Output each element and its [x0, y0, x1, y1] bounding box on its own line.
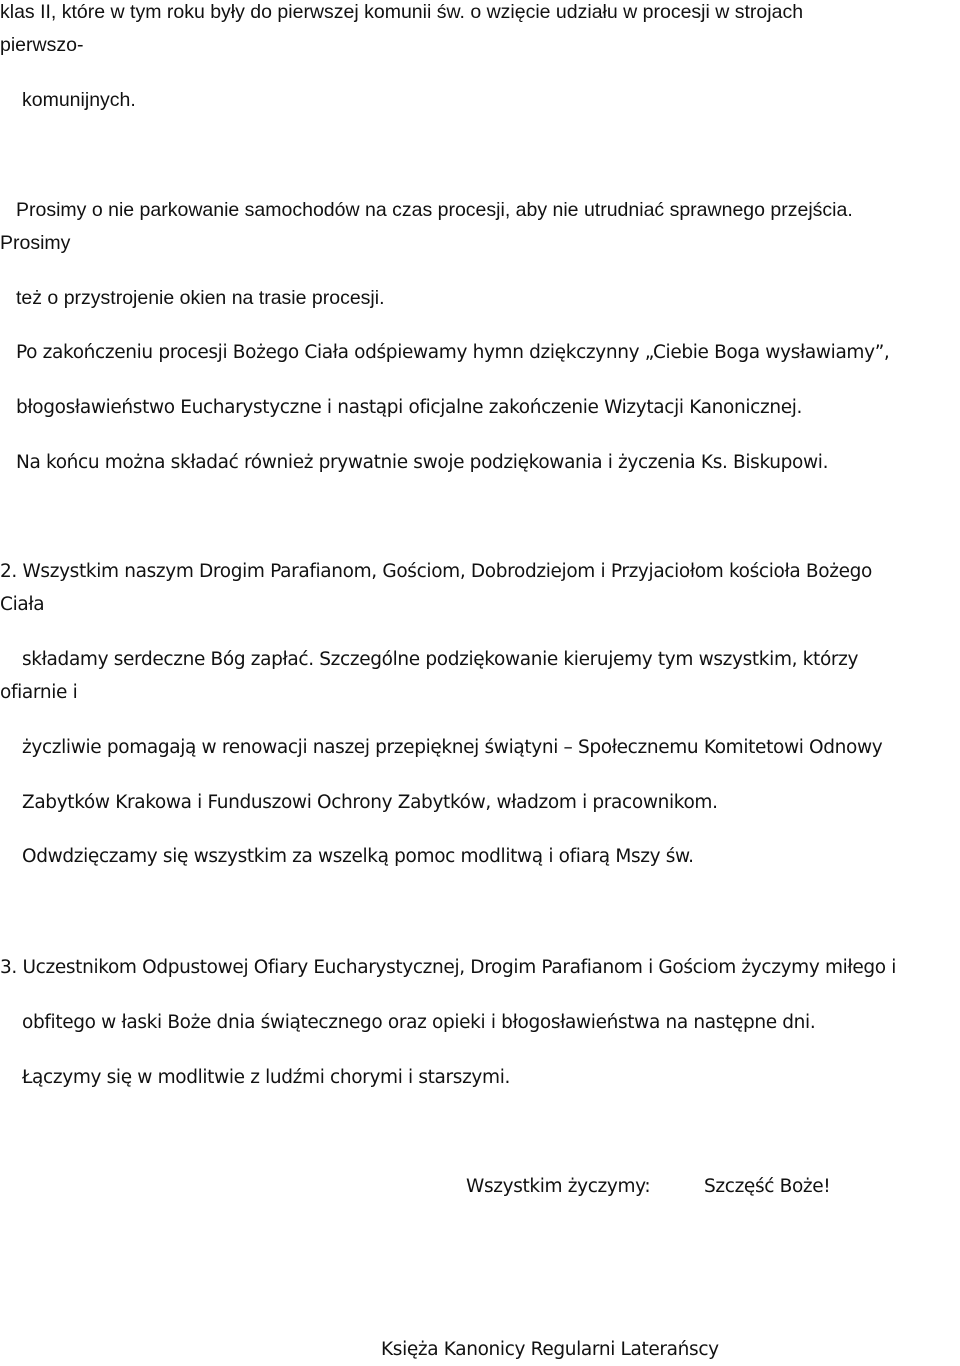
item2-line-5: życzliwie pomagają w renowacji naszej przepięknej świątyni – Społecznemu Komitetowi Odnowy — [22, 737, 883, 758]
item1-line-1: klas II, które w tym roku były do pierwszej komunii św. o wzięcie udziału w procesji w strojach — [0, 1, 804, 23]
item1-line-2: pierwszo- — [0, 34, 84, 56]
item1-line-6: też o przystrojenie okien na trasie procesji. — [16, 287, 385, 309]
item3-line-3: Łączymy się w modlitwie z ludźmi chorymi i starszymi. — [22, 1067, 511, 1088]
item3-line-2: obfitego w łaski Boże dnia świątecznego oraz opieki i błogosławieństwa na następne dni. — [22, 1012, 816, 1033]
item2-line-2: Ciała — [0, 594, 45, 615]
item1-line-8: błogosławieństwo Eucharystyczne i nastąpi oficjalne zakończenie Wizytacji Kanonicznej. — [16, 397, 803, 418]
item2-line-3: składamy serdeczne Bóg zapłać. Szczególne podziękowanie kierujemy tym wszystkim, którzy — [22, 649, 859, 670]
item3-line-1: 3. Uczestnikom Odpustowej Ofiary Eucharystycznej, Drogim Parafianom i Gościom życzymy miłego i — [0, 957, 897, 978]
item1-line-5: Prosimy — [0, 232, 71, 254]
item2-line-1: 2. Wszystkim naszym Drogim Parafianom, Gościom, Dobrodziejom i Przyjaciołom kościoła Bożego — [0, 561, 872, 582]
item1-line-3: komunijnych. — [22, 89, 136, 111]
item1-line-4: Prosimy o nie parkowanie samochodów na czas procesji, aby nie utrudniać sprawnego przejścia. — [16, 199, 853, 221]
item2-line-4: ofiarnie i — [0, 682, 78, 703]
item2-line-6: Zabytków Krakowa i Funduszowi Ochrony Zabytków, władzom i pracownikom. — [22, 792, 718, 813]
item1-line-7: Po zakończeniu procesji Bożego Ciała odśpiewamy hymn dziękczynny „Ciebie Boga wysławiamy”, — [16, 342, 890, 363]
closing-wish-label: Wszystkim życzymy: — [466, 1176, 651, 1197]
closing-wish: Szczęść Boże! — [704, 1176, 831, 1197]
item2-line-7: Odwdzięczamy się wszystkim za wszelką pomoc modlitwą i ofiarą Mszy św. — [22, 846, 694, 867]
signature: Księża Kanonicy Regularni Laterańscy — [381, 1339, 719, 1360]
item1-line-9: Na końcu można składać również prywatnie swoje podziękowania i życzenia Ks. Biskupowi. — [16, 452, 829, 473]
